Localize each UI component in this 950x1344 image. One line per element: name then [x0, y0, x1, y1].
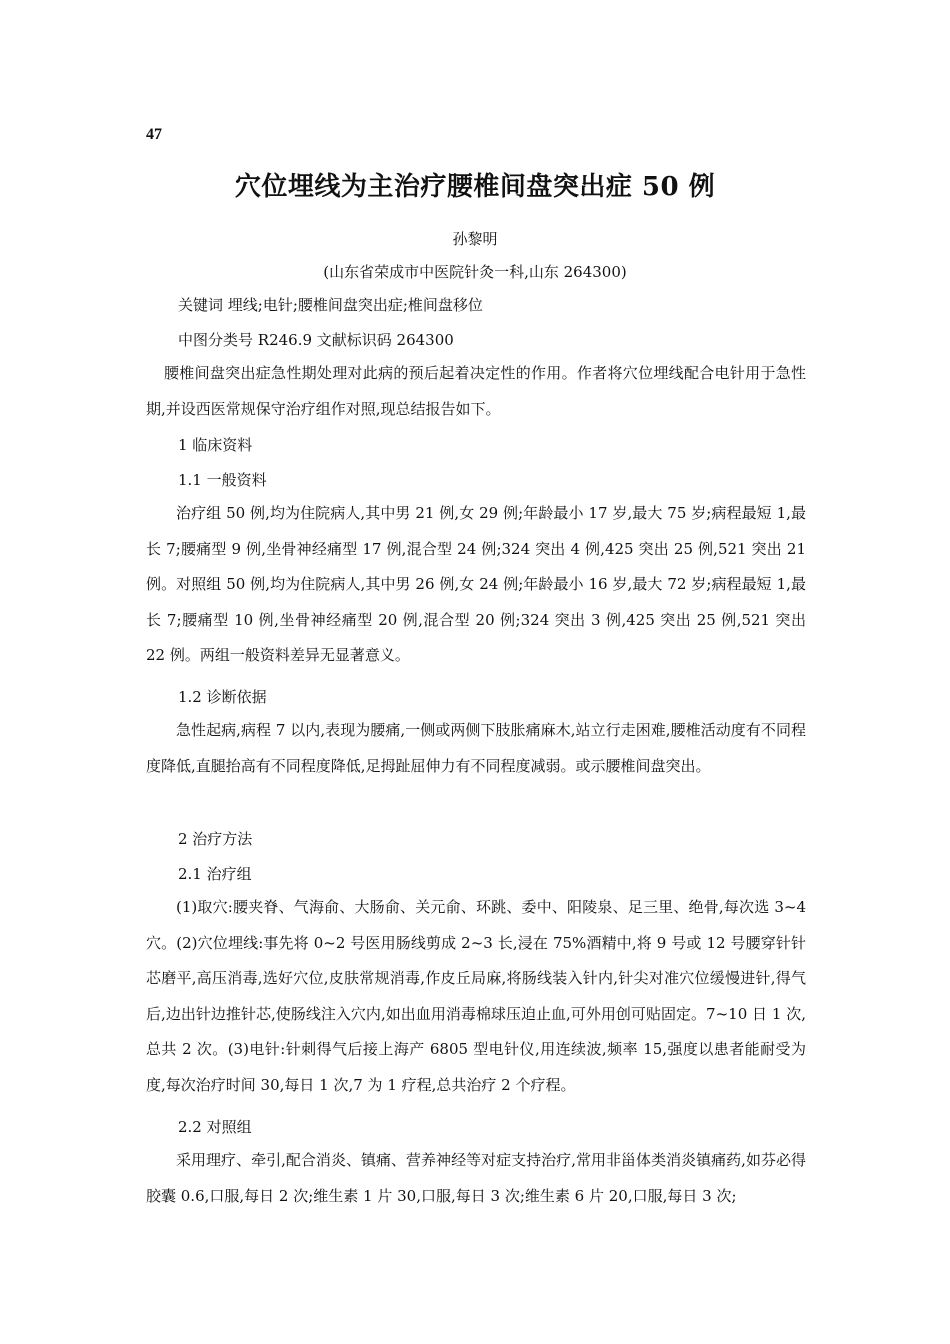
author: 孙黎明	[452, 230, 498, 248]
body-paragraph: (1)取穴:腰夹脊、气海俞、大肠俞、关元俞、环跳、委中、阳陵泉、足三里、绝骨,每次选 3~4 穴。(2)穴位埋线:事先将 0~2 号医用肠线剪成 2~3 长,浸在 75%酒精中,将 9 号或 12 号腰穿针针芯磨平,高压消毒,选好穴位,皮肤常规消毒,作皮丘局麻,将肠线装入针内,针尖对准穴位缓慢进针,得气后,边出针边推针芯,使肠线注入穴内,如出血用消毒棉球压迫止血,可外用创可贴固定。7~10 日 1 次,总共 2 次。(3)电针:针刺得气后接上海产 6805 型电针仪,用连续波,频率 15,强度以患者能耐受为度,每次治疗时间 30,每日 1 次,7 为 1 疗程,总共治疗 2 个疗程。	[146, 898, 806, 1094]
section-heading: 2 治疗方法	[178, 830, 253, 848]
subsection-heading: 2.1 治疗组	[178, 865, 252, 883]
classification: 中图分类号 R246.9 文献标识码 264300	[178, 331, 454, 349]
subsection-heading: 2.2 对照组	[178, 1118, 252, 1136]
affiliation: (山东省荣成市中医院针灸一科,山东 264300)	[323, 263, 627, 281]
body-paragraph: 急性起病,病程 7 以内,表现为腰痛,一侧或两侧下肢胀痛麻木,站立行走困难,腰椎活动度有不同程度降低,直腿抬高有不同程度降低,足拇趾屈伸力有不同程度减弱。或示腰椎间盘突出。	[146, 721, 806, 775]
article-title: 穴位埋线为主治疗腰椎间盘突出症 50 例	[234, 172, 716, 202]
page-number: 47	[146, 126, 162, 143]
intro-paragraph: 腰椎间盘突出症急性期处理对此病的预后起着决定性的作用。作者将穴位埋线配合电针用于急性期,并设西医常规保守治疗组作对照,现总结报告如下。	[146, 364, 806, 418]
body-paragraph: 治疗组 50 例,均为住院病人,其中男 21 例,女 29 例;年龄最小 17 岁,最大 75 岁;病程最短 1,最长 7;腰痛型 9 例,坐骨神经痛型 17 例,混合型 24 例;324 突出 4 例,425 突出 25 例,521 突出 21 例。对照组 50 例,均为住院病人,其中男 26 例,女 24 例;年龄最小 16 岁,最大 72 岁;病程最短 1,最长 7;腰痛型 10 例,坐骨神经痛型 20 例,混合型 20 例;324 突出 3 例,425 突出 25 例,521 突出 22 例。两组一般资料差异无显著意义。	[146, 504, 806, 665]
body-paragraph: 采用理疗、牵引,配合消炎、镇痛、营养神经等对症支持治疗,常用非甾体类消炎镇痛药,如芬必得胶囊 0.6,口服,每日 2 次;维生素 1 片 30,口服,每日 3 次;维生素 6 片 20,口服,每日 3 次;	[146, 1151, 806, 1205]
section-heading: 1 临床资料	[178, 436, 253, 454]
subsection-heading: 1.2 诊断依据	[178, 688, 267, 706]
subsection-heading: 1.1 一般资料	[178, 471, 267, 489]
keywords: 关键词 埋线;电针;腰椎间盘突出症;椎间盘移位	[178, 296, 483, 314]
